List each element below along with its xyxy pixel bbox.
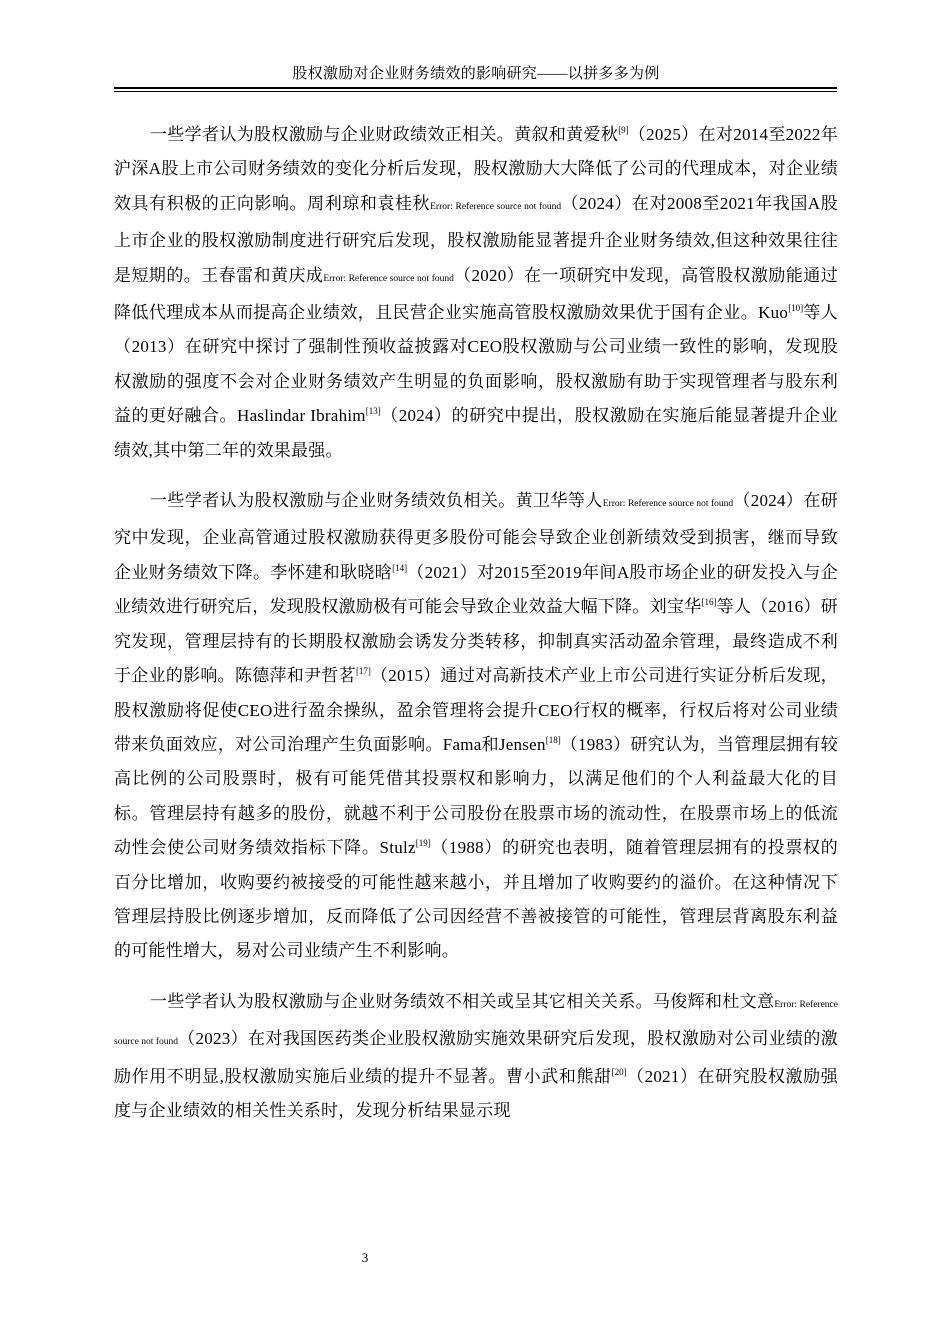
paragraph-negative-correlation: [114, 484, 838, 969]
text-run: （2024）在对2008至2021年我国A股上市企业的股权激励制度进行研究后发现，股权激励能显著提升企业财务绩效,但这种效果往往是短期的。王春雷和黄庆成: [114, 193, 838, 285]
page-number: 3: [361, 1250, 369, 1265]
body-text: [114, 118, 838, 1144]
text-run: （2023）在对我国医药类企业股权激励实施效果研究后发现，股权激励对公司业绩的激励作用不明显,股权激励实施后业绩的提升不显著。曹小武和熊甜: [114, 1029, 838, 1086]
text-run: 一些学者认为股权激励与企业财政绩效正相关。黄叙和黄爱秋: [150, 125, 619, 144]
text-run: 等人（2013）在研究中探讨了强制性预收益披露对CEO股权激励与公司业绩一致性的影响，发现股权激励的强度不会对企业财务绩效产生明显的负面影响，股权激励有助于实现管理者与股东利益的更好融合。Haslindar Ibrahim: [114, 303, 839, 426]
citation-ref: [9]: [618, 125, 629, 135]
paragraph-no-correlation: [114, 985, 838, 1129]
header-rule-thin: [114, 91, 837, 92]
running-header: 股权激励对企业财务绩效的影响研究——以拼多多为例: [292, 66, 660, 82]
text-run: （2025）在对2014至2022年沪深A股上市公司财务绩效的变化分析后发现，股权激励大大降低了公司的代理成本，对企业绩效具有积极的正向影响。周利琼和袁桂秋: [114, 125, 838, 213]
text-run: （1983）研究认为，当管理层拥有较高比例的公司股票时，极有可能凭借其投票权和影响力，以满足他们的个人利益最大化的目标。管理层持有越多的股份，就越不利于公司股份在股票市场的流动性，在股票市场上的低流动性会使公司财务绩效指标下降。Stulz: [114, 734, 838, 858]
reference-error-note: Error: Reference source not found: [602, 499, 734, 510]
citation-ref: [14]: [392, 562, 408, 573]
citation-ref: [13]: [365, 406, 381, 417]
reference-error-note: Error: Reference source not found: [323, 273, 454, 284]
reference-error-note: Error: Reference source not found: [114, 999, 838, 1048]
citation-ref: [17]: [355, 666, 371, 677]
text-run: （2021）在研究股权激励强度与企业绩效的相关性关系时，发现分析结果显示现: [114, 1066, 839, 1120]
text-run: （2015）通过对高新技术产业上市公司进行实证分析后发现，股权激励将促使CEO进行盈余操纵，盈余管理将会提升CEO行权的概率，行权后将对公司业绩带来负面效应，对公司治理产生负面影响。Fama和Jensen: [114, 666, 838, 754]
text-run: （2024）在研究中发现，企业高管通过股权激励获得更多股份可能会导致企业创新绩效受到损害，继而导致企业财务绩效下降。李怀建和耿晓晗: [114, 491, 839, 582]
citation-ref: [16]: [701, 597, 717, 608]
citation-ref: [18]: [545, 734, 561, 745]
text-run: （2020）在一项研究中发现，高管股权激励能通过降低代理成本从而提高企业绩效，且民营企业实施高管股权激励效果优于国有企业。Kuo: [114, 265, 839, 323]
text-run: （2024）的研究中提出，股权激励在实施后能显著提升企业绩效,其中第二年的效果最强。: [114, 406, 839, 460]
text-run: 等人（2016）研究发现，管理层持有的长期股权激励会诱发分类转移，抑制真实活动盈余管理，最终造成不利于企业的影响。陈德萍和尹哲茗: [114, 597, 838, 686]
citation-ref: [20]: [611, 1066, 627, 1077]
reference-error-note: Error: Reference source not found: [430, 201, 562, 212]
text-run: （1988）的研究也表明，随着管理层拥有的投票权的百分比增加，收购要约被接受的可能性越来越小，并且增加了收购要约的溢价。在这种情况下管理层持股比例逐步增加，反而降低了公司因经营不善被接管的可能性，管理层背离股东利益的可能性增大，易对公司业绩产生不利影响。: [114, 838, 839, 961]
header-rule: [114, 87, 837, 89]
text-run: 一些学者认为股权激励与企业财务绩效负相关。黄卫华等人: [150, 491, 603, 511]
citation-ref: [10]: [788, 303, 804, 314]
text-run: （2021）对2015至2019年间A股市场企业的研发投入与企业绩效进行研究后，发现股权激励极有可能会导致企业效益大幅下降。刘宝华: [114, 562, 838, 617]
citation-ref: [19]: [415, 838, 431, 849]
text-run: 一些学者认为股权激励与企业财务绩效不相关或呈其它相关关系。马俊辉和杜文意: [150, 991, 775, 1011]
paragraph-positive-correlation: [114, 118, 838, 468]
